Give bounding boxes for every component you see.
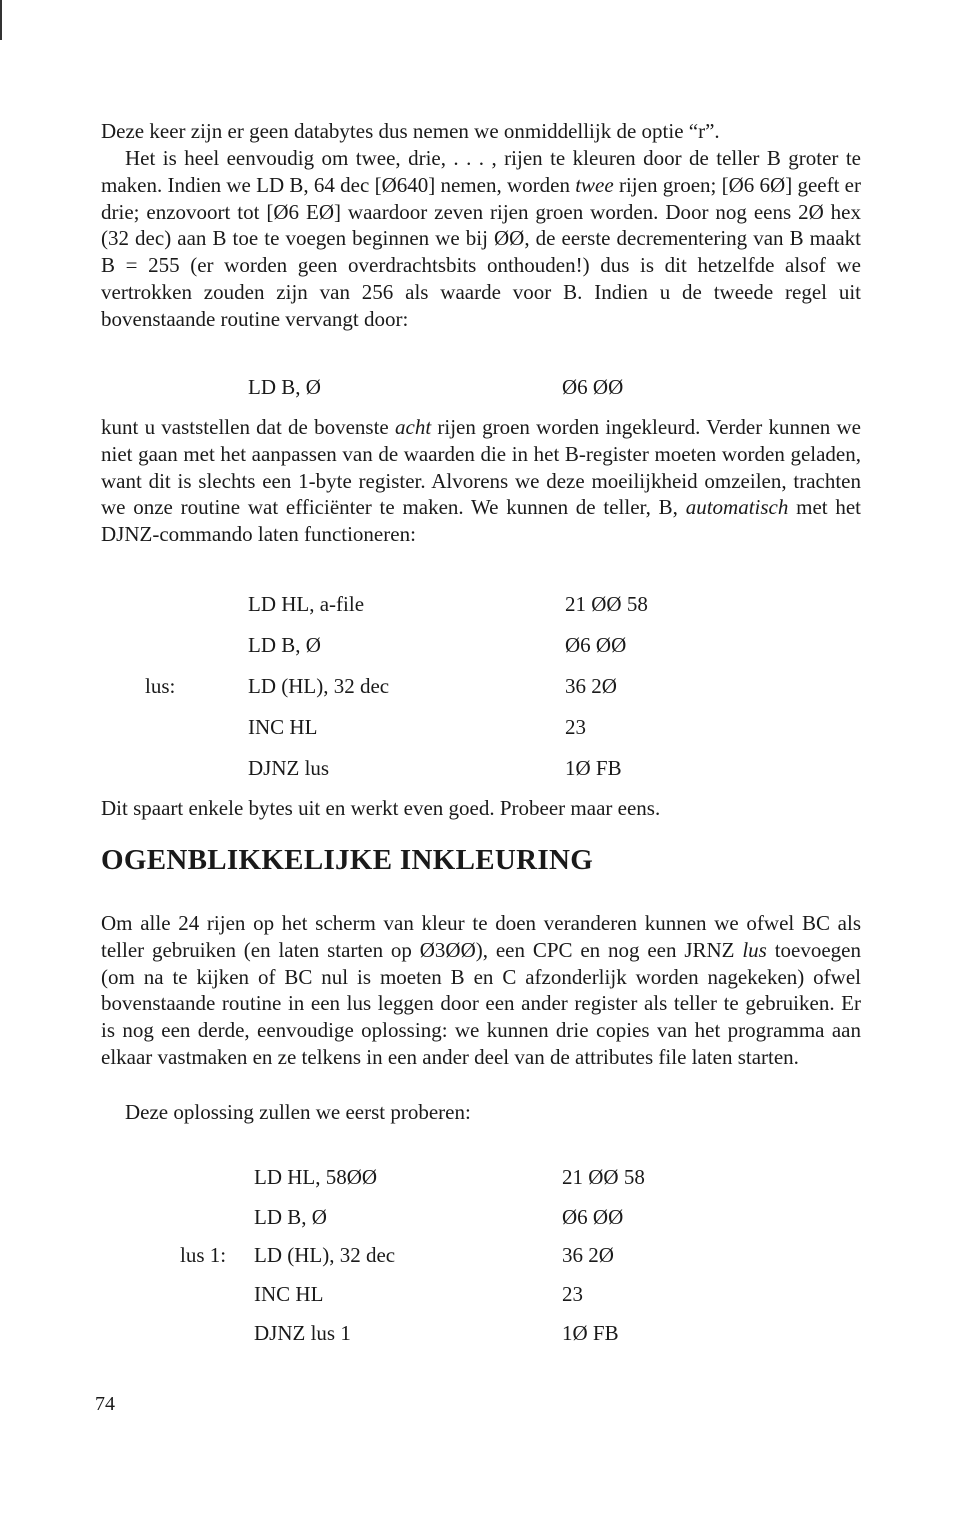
code-instruction: LD (HL), 32 dec — [254, 1243, 396, 1267]
code-hex: 1Ø FB — [565, 756, 622, 780]
code-hex: Ø6 ØØ — [565, 633, 627, 657]
code-instruction: DJNZ lus 1 — [254, 1321, 351, 1345]
code-hex: 36 2Ø — [562, 1243, 614, 1267]
code-instruction: LD B, Ø — [254, 1205, 327, 1229]
paragraph-4: Dit spaart enkele bytes uit en werkt even goed. Probeer maar eens. — [101, 796, 661, 820]
code-hex: Ø6 ØØ — [562, 1205, 624, 1229]
page-edge-mark — [0, 0, 2, 40]
code-instruction: LD (HL), 32 dec — [248, 674, 390, 698]
code-instruction: DJNZ lus — [248, 756, 330, 780]
paragraph-2: Het is heel eenvoudig om twee, drie, . . . , rijen te kleuren door de teller B groter te maken. Indien we LD B, 64 dec [Ø640] nemen, worden twee rijen groen; [Ø6 6Ø] geeft er drie; enzovoort tot [Ø6 EØ] waardoor zeven rijen groen worden. Door nog eens 2Ø hex (32 dec) aan B toe te voegen beginnen we bij ØØ, de eerste decrementering van B maakt B = 255 (er worden geen overdrachtsbits onthouden!) dus is dit hetzelfde alsof we vertrokken zouden zijn van 256 als waarde voor B. Indien u de tweede regel uit bovenstaande routine vervangt door: — [101, 146, 861, 331]
code-hex: 21 ØØ 58 — [565, 592, 648, 616]
code-instruction: LD B, Ø — [248, 633, 321, 657]
page-number: 74 — [95, 1393, 115, 1415]
code-instruction: LD HL, 58ØØ — [254, 1165, 378, 1189]
section-heading: OGENBLIKKELIJKE INKLEURING — [101, 844, 594, 876]
code-hex: 23 — [565, 715, 586, 739]
paragraph-1: Deze keer zijn er geen databytes dus nemen we onmiddellijk de optie “r”. — [101, 119, 720, 143]
paragraph-6: Deze oplossing zullen we eerst proberen: — [125, 1100, 471, 1124]
code-instruction: INC HL — [254, 1282, 324, 1306]
code-hex: 36 2Ø — [565, 674, 617, 698]
code-label: lus 1: — [180, 1243, 227, 1267]
paragraph-5: Om alle 24 rijen op het scherm van kleur te doen veranderen kunnen we ofwel BC als teller gebruiken (en laten starten op Ø3ØØ), een CPC en nog een JRNZ lus toevoegen (om na te kijken of BC nul is moeten B en C afzonderlijk worden nagekeken) ofwel bovenstaande routine in een lus leggen door een ander register als teller te gebruiken. Er is nog een derde, eenvoudige oplossing: we kunnen drie copies van het programma aan elkaar vastmaken en ze telkens in een ander deel van de attributes file laten starten. — [101, 911, 861, 1069]
code-hex: 1Ø FB — [562, 1321, 619, 1345]
code-label: lus: — [145, 674, 176, 698]
code-hex: 23 — [562, 1282, 583, 1306]
code-instruction: LD HL, a-file — [248, 592, 365, 616]
code-hex: 21 ØØ 58 — [562, 1165, 645, 1189]
code-instruction: LD B, Ø — [248, 375, 321, 399]
code-hex: Ø6 ØØ — [562, 375, 624, 399]
paragraph-3: kunt u vaststellen dat de bovenste acht rijen groen worden ingekleurd. Verder kunnen we niet gaan met het aanpassen van de waarden die in het B-register moeten worden geladen, want dit is slechts een 1-byte register. Alvorens we deze moeilijkheid omzeilen, trachten we onze routine wat efficiënter te maken. We kunnen de teller, B, automatisch met het DJNZ-commando laten functioneren: — [101, 415, 861, 547]
code-instruction: INC HL — [248, 715, 318, 739]
